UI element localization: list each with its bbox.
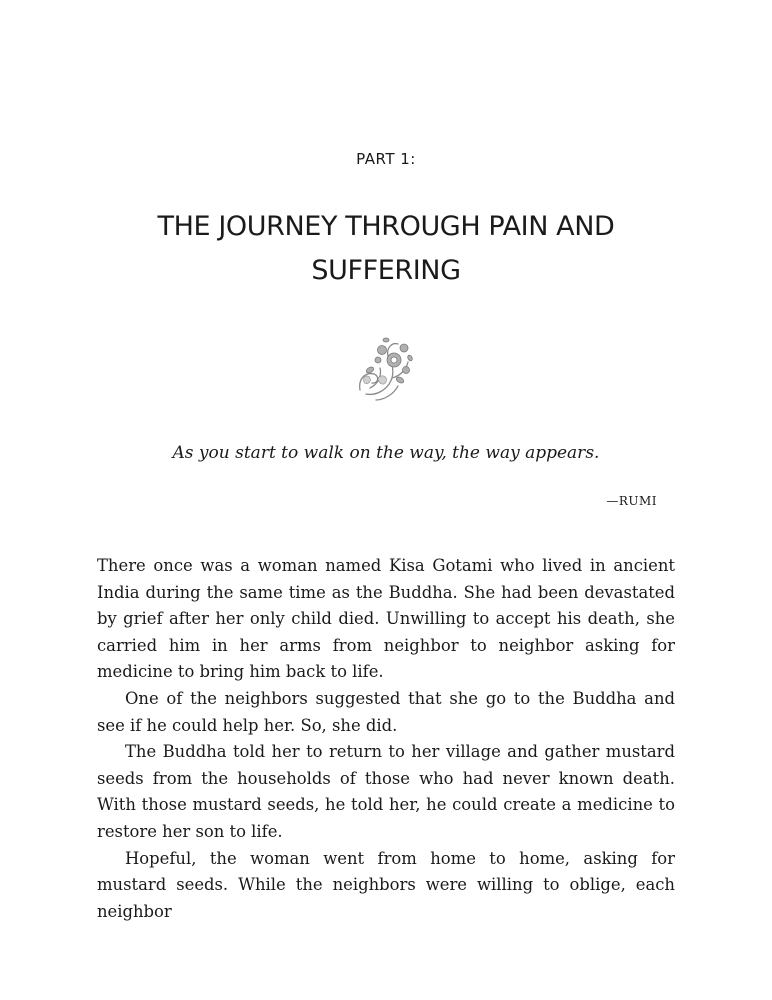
epigraph-attribution: —RUMI bbox=[606, 494, 657, 508]
paragraph: There once was a woman named Kisa Gotami who lived in ancient India during the same time as the Buddha. She had been devastated by grief after her only child died. Unwilling to accept his death, she carried him in her arms from neighbor to neighbor asking for medicine to bring him back to life. bbox=[97, 556, 675, 682]
paragraph: Hopeful, the woman went from home to home, asking for mustard seeds. While the neighbors were willing to oblige, each neighbor bbox=[97, 848, 675, 921]
paragraph: The Buddha told her to return to her village and gather mustard seeds from the households of those who had never known death. With those mustard seeds, he told her, he could create a medicine to restore her son to life. bbox=[97, 742, 675, 841]
body-text bbox=[97, 553, 675, 925]
part-title: THE JOURNEY THROUGH PAIN AND SUFFERING bbox=[157, 211, 615, 286]
part-label: PART 1: bbox=[356, 150, 416, 168]
floral-ornament-icon bbox=[348, 330, 422, 404]
paragraph: One of the neighbors suggested that she go to the Buddha and see if he could help her. So, she did. bbox=[97, 688, 675, 735]
epigraph-quote: As you start to walk on the way, the way appears. bbox=[172, 443, 600, 463]
